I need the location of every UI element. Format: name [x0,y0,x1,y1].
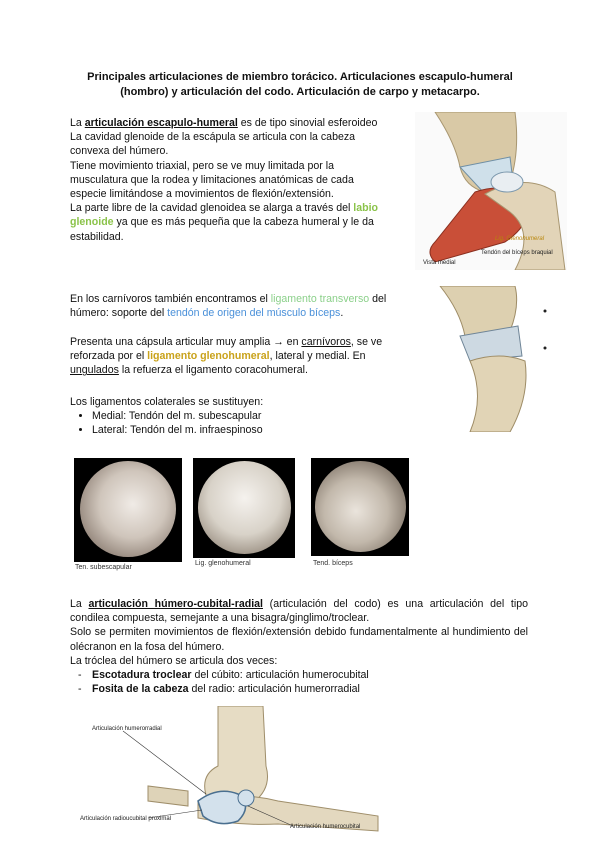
label-radioucubital: Articulación radioucubital proximal [80,816,172,822]
list-item: • Medial: Tendón del m. subescapular [92,409,410,423]
section-shoulder: La articulación escapulo-humeral es de tipo sinovial esferoideo La cavidad glenoide de la escápula se articula con la cabeza convexa del húmero. Tiene movimiento triaxial, pero se ve muy limitada por la musculatura que la rodea y limitaciones anatómicas de cada especie limitándose a movimientos de flexión/extensión. La parte libre de la cavidad glenoidea se alarga a través del labio glenoide ya que es más pequeña que la cabeza humeral y le da estabilidad. [70,116,390,244]
term-labio-glenoide: labio glenoide [70,202,379,229]
page-title: Principales articulaciones de miembro torácico. Articulaciones escapulo-humeral (hombro) y articulación del codo. Articulación de carpo y metacarpo. [87,71,513,98]
term-ligamento-glenohumeral: ligamento glenohumeral [147,350,270,363]
arthroscopy-biceps [311,458,409,556]
term-escapulo-humeral: articulación escapulo-humeral [84,117,238,129]
list-item: - Fosita de la cabeza del radio: articulación humerorradial [92,682,528,696]
section-elbow: La articulación húmero-cubital-radial (articulación del codo) es una articulación del tipo condilea compuesta, semejante a una bisagra/ginglimo/troclear. Solo se permiten movimientos de flexión/extensión debido fundamentalmente al hundimiento del olécranon en la fosa del húmero. La tróclea del húmero se articula dos veces: - Escotadura troclear del cúbito: articulación humerocubital - Fosita de la cabeza del radio: articulación humerorradial [70,597,528,696]
label-humerocubital: Articulación humerocubital [290,824,361,830]
shoulder-medial-illustration [415,112,567,270]
label-vista-medial: Vista medial [423,260,456,266]
term-humero-cubital-radial: articulación húmero-cubital-radial [88,598,263,610]
p4: Los ligamentos colaterales se sustituyen: • Medial: Tendón del m. subescapular • Lateral: Tendón del m. infraespinoso [70,395,410,438]
arthroscopy-glenohumeral [193,458,295,558]
caption-glenohumeral: Lig. glenohumeral [195,560,251,567]
term-ligamento-transverso: ligamento transverso [270,293,370,305]
caption-biceps: Tend. bíceps [313,560,353,567]
arthroscopy-subescapular [74,458,182,562]
list-item: • Lateral: Tendón del m. infraespinoso [92,423,410,437]
shoulder-joint-illustration [430,286,550,432]
label-lig-glenohumeral: Lig. Glenohumeral [495,236,545,242]
elbow-illustration [78,706,388,846]
label-tendon-biceps: Tendón del bíceps braquial [481,250,553,256]
p1-line2: La cavidad glenoide de la escápula se articula con la cabeza convexa del húmero. [70,131,356,158]
list-item: - Escotadura troclear del cúbito: articulación humerocubital [92,668,528,682]
caption-subescapular: Ten. subescapular [75,564,132,571]
p3: Presenta una cápsula articular muy amplia → en carnívoros, se ve reforzada por el ligamento glenohumeral, lateral y medial. En ungulados la refuerza el ligamento coracohumeral. [70,336,383,377]
label-humerorradial: Articulación humerorradial [92,726,162,732]
p1-line3: Tiene movimiento triaxial, pero se ve muy limitada por la musculatura que la rodea y limitaciones anatómicas de cada especie limitándose a movimientos de flexión/extensión. [70,159,354,201]
p2: En los carnívoros también encontramos el ligamento transverso del húmero: soporte del tendón de origen del músculo bíceps. [70,293,387,320]
term-tendon-biceps: tendón de origen del músculo bíceps [167,307,341,320]
